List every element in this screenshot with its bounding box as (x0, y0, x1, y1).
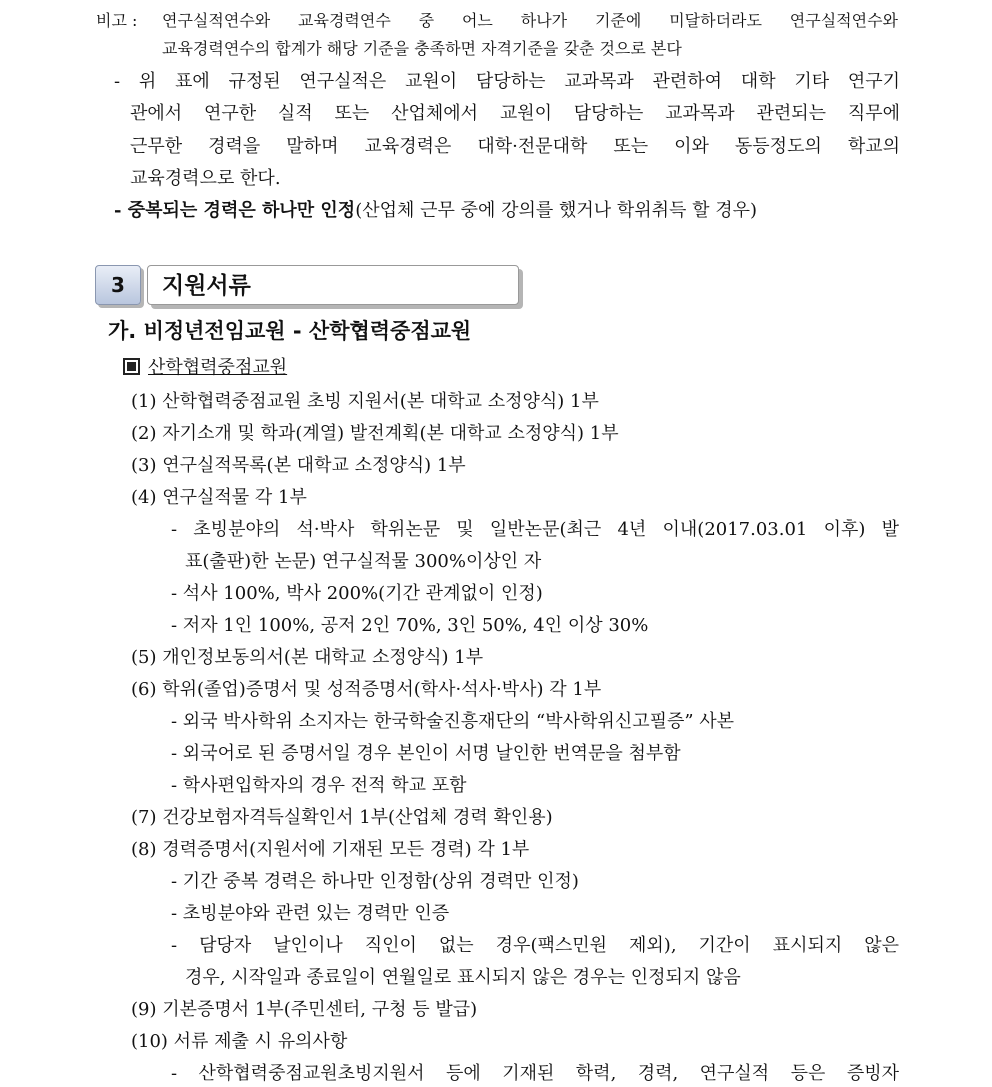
list-subitem: - 산학협력중점교원초빙지원서 등에 기재된 학력, 경력, 연구실적 등은 증빙자 (171, 1063, 899, 1084)
section-number-badge: 3 (95, 265, 141, 305)
duplicate-career-note (114, 198, 757, 224)
paragraph-line-4: 교육경력으로 한다. (130, 168, 281, 189)
list-subitem: - 외국어로 된 증명서일 경우 본인이 서명 날인한 번역문을 첨부함 (171, 743, 681, 764)
list-item: (9) 기본증명서 1부(주민센터, 구청 등 발급) (131, 999, 478, 1020)
list-subitem-continuation: 표(출판)한 논문) 연구실적물 300%이상인 자 (185, 551, 542, 572)
list-item: (7) 건강보험자격득실확인서 1부(산업체 경력 확인용) (131, 807, 553, 828)
category-label: 산학협력중점교원 (148, 357, 288, 378)
list-item: (8) 경력증명서(지원서에 기재된 모든 경력) 각 1부 (131, 839, 530, 860)
list-item: (2) 자기소개 및 학과(계열) 발전계획(본 대학교 소정양식) 1부 (131, 423, 619, 444)
list-subitem: - 외국 박사학위 소지자는 한국학술진흥재단의 “박사학위신고필증” 사본 (171, 711, 735, 732)
note-line-2: 교육경력연수의 합계가 해당 기준을 충족하면 자격기준을 갖춘 것으로 본다 (162, 39, 682, 58)
list-item: (1) 산학협력중점교원 초빙 지원서(본 대학교 소정양식) 1부 (131, 391, 599, 412)
duplicate-career-bold: - 중복되는 경력은 하나만 인정 (114, 200, 356, 221)
list-subitem: - 학사편입학자의 경우 전적 학교 포함 (171, 775, 467, 796)
note-line-1: 연구실적연수와 교육경력연수 중 어느 하나가 기준에 미달하더라도 연구실적연수와 (162, 11, 898, 30)
list-subitem: - 저자 1인 100%, 공저 2인 70%, 3인 50%, 4인 이상 30% (171, 615, 649, 636)
list-item: (6) 학위(졸업)증명서 및 성적증명서(학사·석사·박사) 각 1부 (131, 679, 602, 700)
list-subitem-continuation: 경우, 시작일과 종료일이 연월일로 표시되지 않은 경우는 인정되지 않음 (185, 967, 741, 988)
category-heading (123, 355, 287, 381)
list-subitem: - 초빙분야와 관련 있는 경력만 인증 (171, 903, 450, 924)
paragraph-line-1: - 위 표에 규정된 연구실적은 교원이 담당하는 교과목과 관련하여 대학 기타 연구기 (114, 71, 900, 92)
list-subitem: - 석사 100%, 박사 200%(기간 관계없이 인정) (171, 583, 543, 604)
list-item: (10) 서류 제출 시 유의사항 (131, 1031, 348, 1052)
note-label: 비고 : (96, 11, 138, 30)
paragraph-line-2: 관에서 연구한 실적 또는 산업체에서 교원이 담당하는 교과목과 관련되는 직무에 (130, 103, 900, 124)
list-subitem: - 담당자 날인이나 직인이 없는 경우(팩스민원 제외), 기간이 표시되지 않은 (171, 935, 899, 956)
list-item: (5) 개인정보동의서(본 대학교 소정양식) 1부 (131, 647, 484, 668)
duplicate-career-rest: (산업체 근무 중에 강의를 했거나 학위취득 할 경우) (355, 200, 758, 221)
list-subitem: - 초빙분야의 석·박사 학위논문 및 일반논문(최근 4년 이내(2017.03.01 이후) 발 (171, 519, 899, 540)
list-item: (4) 연구실적물 각 1부 (131, 487, 307, 508)
subsection-title: 가. 비정년전임교원 - 산학협력중점교원 (108, 319, 472, 343)
section-title-box (147, 265, 519, 305)
list-item: (3) 연구실적목록(본 대학교 소정양식) 1부 (131, 455, 466, 476)
section-header (95, 263, 523, 311)
filled-square-icon (123, 358, 140, 375)
section-title: 지원서류 (162, 273, 251, 299)
paragraph-line-3: 근무한 경력을 말하며 교육경력은 대학·전문대학 또는 이와 동등정도의 학교의 (130, 136, 900, 157)
list-subitem: - 기간 중복 경력은 하나만 인정함(상위 경력만 인정) (171, 871, 579, 892)
